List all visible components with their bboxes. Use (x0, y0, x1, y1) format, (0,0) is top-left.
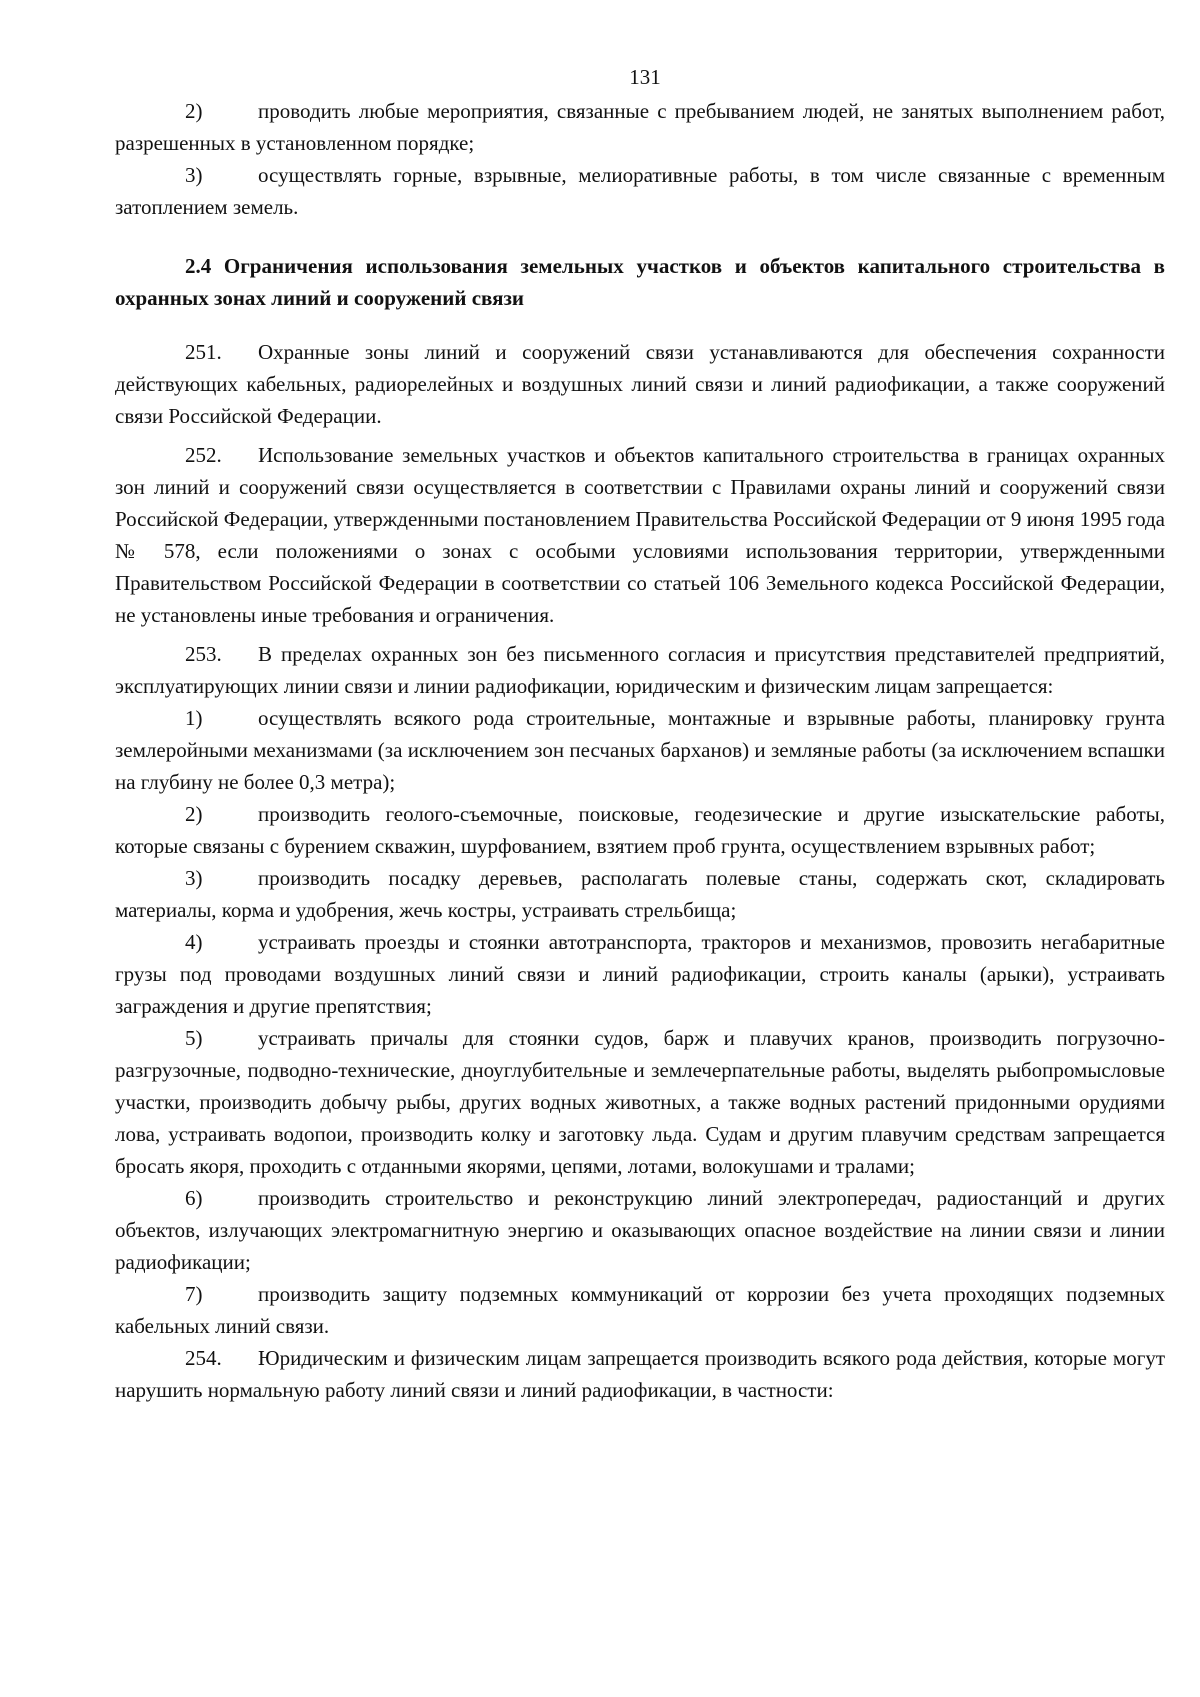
item-text: производить защиту подземных коммуникаций от коррозии без учета проходящих подземных кабельных линий связи. (115, 1282, 1165, 1338)
item-number: 4) (185, 930, 203, 954)
item-number: 2) (185, 99, 203, 123)
list-item (115, 1342, 1165, 1406)
list-item (115, 1182, 1165, 1278)
item-number: 3) (185, 163, 203, 187)
list-item (115, 1278, 1165, 1342)
list-item (115, 702, 1165, 798)
item-text: устраивать проезды и стоянки автотранспорта, тракторов и механизмов, провозить негабаритные грузы под проводами воздушных линий связи и линий радиофикации, строить каналы (арыки), устраивать заграждения и другие препятствия; (115, 930, 1165, 1018)
item-text: В пределах охранных зон без письменного согласия и присутствия представителей предприятий, эксплуатирующих линии связи и линии радиофикации, юридическим и физическим лицам запрещается: (115, 642, 1165, 698)
list-item (115, 862, 1165, 926)
list-item (115, 95, 1165, 159)
numbered-paragraph (115, 638, 1165, 702)
item-number: 6) (185, 1186, 203, 1210)
item-number: 3) (185, 866, 203, 890)
item-text: Охранные зоны линий и сооружений связи устанавливаются для обеспечения сохранности действующих кабельных, радиорелейных и воздушных линий связи и линий радиофикации, а также сооружений связи Российской Федерации. (115, 340, 1165, 428)
item-text: осуществлять горные, взрывные, мелиоративные работы, в том числе связанные с временным затоплением земель. (115, 163, 1165, 219)
list-item (115, 798, 1165, 862)
item-text: Юридическим и физическим лицам запрещается производить всякого рода действия, которые могут нарушить нормальную работу линий связи и линий радиофикации, в частности: (115, 1346, 1165, 1402)
page-number: 131 (629, 65, 661, 89)
document-body (115, 95, 1165, 1406)
item-number: 1) (185, 706, 203, 730)
item-text: Использование земельных участков и объектов капитального строительства в границах охранных зон линий и сооружений связи осуществляется в соответствии с Правилами охраны линий и сооружений связи Российской Федерации, утвержденными постановлением Правительства Российской Федерации от 9 июня 1995 года № 578, если положениями о зонах с особыми условиями использования территории, утвержденными Правительством Российской Федерации в соответствии со статьей 106 Земельного кодекса Российской Федерации, не установлены иные требования и ограничения. (115, 443, 1165, 627)
item-number: 254. (185, 1346, 222, 1370)
list-item (115, 159, 1165, 223)
numbered-paragraph (115, 439, 1165, 631)
item-text: производить посадку деревьев, располагать полевые станы, содержать скот, складировать материалы, корма и удобрения, жечь костры, устраивать стрельбища; (115, 866, 1165, 922)
item-text: проводить любые мероприятия, связанные с пребыванием людей, не занятых выполнением работ, разрешенных в установленном порядке; (115, 99, 1165, 155)
item-number: 252. (185, 443, 222, 467)
item-text: устраивать причалы для стоянки судов, барж и плавучих кранов, производить погрузочно-разгрузочные, подводно-технические, дноуглубительные и землечерпательные работы, выделять рыбопромысловые участки, производить добычу рыбы, других водных животных, а также водных растений придонными орудиями лова, устраивать водопои, производить колку и заготовку льда. Судам и другим плавучим средствам запрещается бросать якоря, проходить с отданными якорями, цепями, лотами, волокушами и тралами; (115, 1026, 1165, 1178)
document-page (115, 62, 1165, 1406)
item-number: 5) (185, 1026, 203, 1050)
item-text: осуществлять всякого рода строительные, монтажные и взрывные работы, планировку грунта землеройными механизмами (за исключением зон песчаных барханов) и земляные работы (за исключением вспашки на глубину не более 0,3 метра); (115, 706, 1165, 794)
item-number: 253. (185, 642, 222, 666)
item-text: производить строительство и реконструкцию линий электропередач, радиостанций и других объектов, излучающих электромагнитную энергию и оказывающих опасное воздействие на линии связи и линии радиофикации; (115, 1186, 1165, 1274)
list-item (115, 926, 1165, 1022)
item-number: 2) (185, 802, 203, 826)
list-item (115, 1022, 1165, 1182)
item-text: производить геолого-съемочные, поисковые, геодезические и другие изыскательские работы, которые связаны с бурением скважин, шурфованием, взятием проб грунта, осуществлением взрывных работ; (115, 802, 1165, 858)
item-number: 251. (185, 340, 222, 364)
section-heading: 2.4 Ограничения использования земельных участков и объектов капитального строительства в охранных зонах линий и сооружений связи (115, 254, 1165, 310)
item-number: 7) (185, 1282, 203, 1306)
numbered-paragraph (115, 336, 1165, 432)
